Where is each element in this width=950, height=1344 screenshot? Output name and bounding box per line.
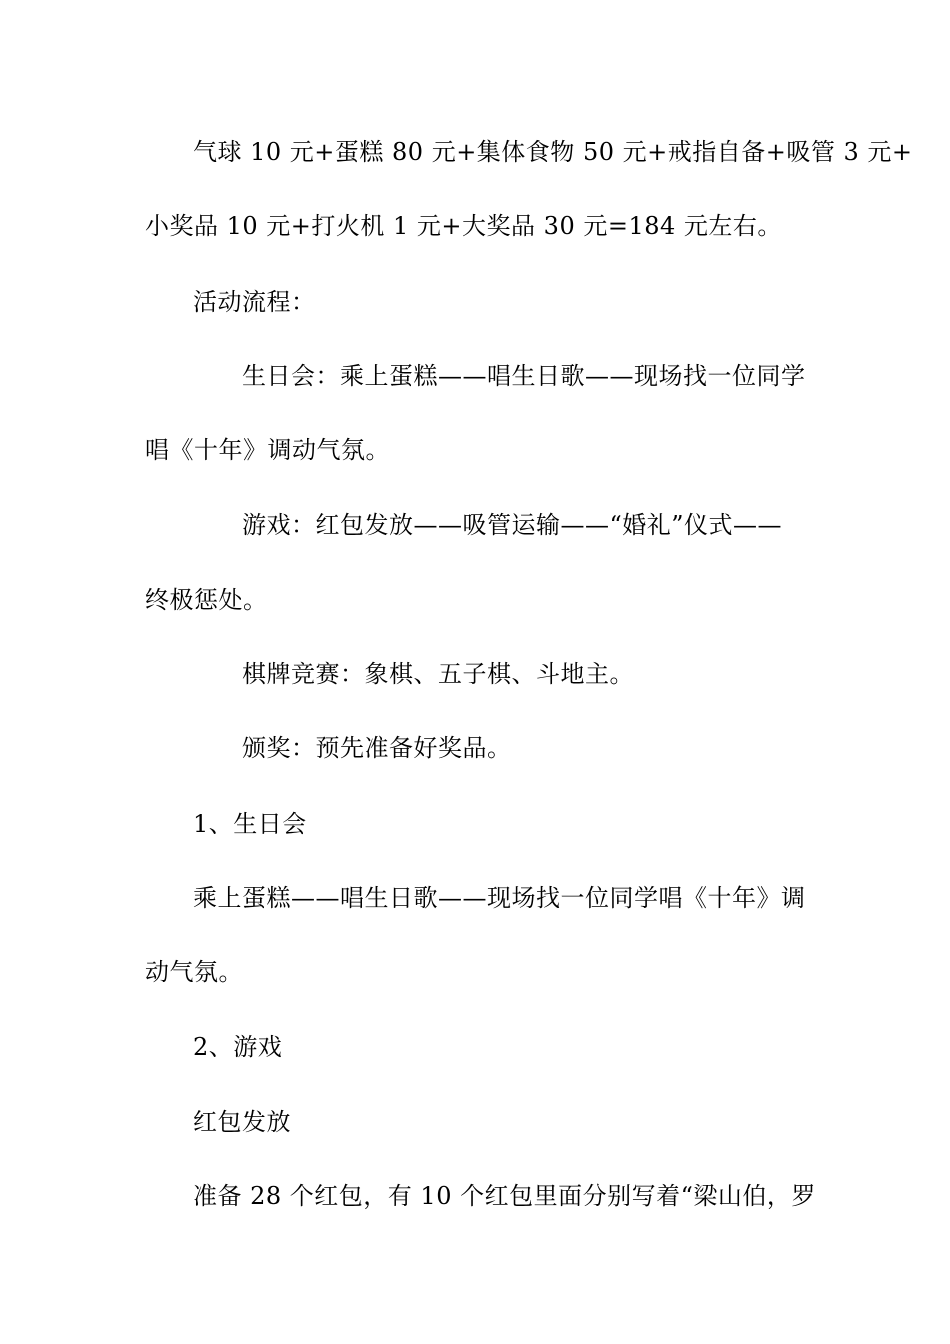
section-heading: 2、游戏 [193, 1033, 283, 1061]
paragraph-line: 棋牌竞赛：象棋、五子棋、斗地主。 [242, 660, 634, 688]
paragraph-line: 终极惩处。 [145, 586, 268, 614]
paragraph-line: 唱《十年》调动气氛。 [145, 436, 390, 464]
paragraph-line: 气球 10 元+蛋糕 80 元+集体食物 50 元+戒指自备+吸管 3 元+ [193, 138, 913, 166]
paragraph-line: 颁奖：预先准备好奖品。 [242, 734, 512, 762]
section-heading: 活动流程： [193, 288, 316, 316]
subsection-heading: 红包发放 [193, 1108, 291, 1136]
section-heading: 1、生日会 [193, 810, 307, 838]
paragraph-line: 生日会：乘上蛋糕——唱生日歌——现场找一位同学 [242, 362, 806, 390]
paragraph-line: 小奖品 10 元+打火机 1 元+大奖品 30 元=184 元左右。 [145, 212, 782, 240]
paragraph-line: 准备 28 个红包，有 10 个红包里面分别写着“梁山伯，罗 [193, 1182, 816, 1210]
paragraph-line: 乘上蛋糕——唱生日歌——现场找一位同学唱《十年》调 [193, 884, 806, 912]
paragraph-line: 游戏：红包发放——吸管运输——“婚礼”仪式—— [242, 511, 783, 539]
paragraph-line: 动气氛。 [145, 958, 243, 986]
